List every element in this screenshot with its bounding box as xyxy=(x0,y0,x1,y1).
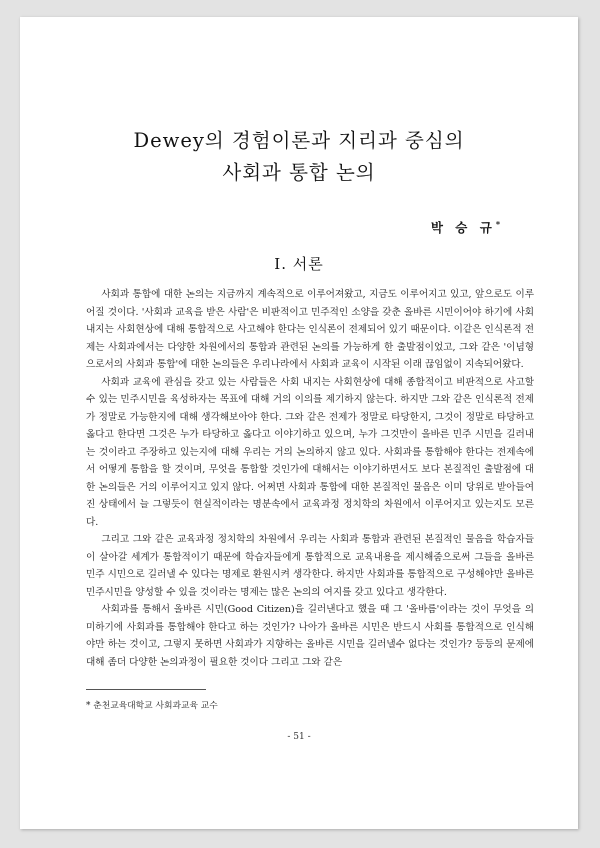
paragraph: 그리고 그와 같은 교육과정 정치학의 차원에서 우리는 사회과 통합과 관련된 본질적인 물음을 학습자들이 살아갈 세계가 통합적이기 때문에 학습자들에게 통합적으로 교육내용을 제시해줌으로써 그들을 올바른 민주 시민으로 길러낼 수 있다는 명제로 환원시켜 생각한다. 하지만 사회과를 통합적으로 구성해야만 올바른 민주시민을 양성할 수 있을 것이라는 명제는 많은 논의의 여지를 갖고 있다고 생각한다. xyxy=(86,534,534,598)
paragraph: 사회과 통합에 대한 논의는 지금까지 계속적으로 이루어져왔고, 지금도 이루어지고 있고, 앞으로도 이루어질 것이다. '사회과 교육을 받은 사람'은 비판적이고 민주적인 소양을 갖춘 올바른 시민이어야 하기에 사회 내지는 사회현상에 대해 통합적으로 사고해야 한다는 인식론이 전제되어 있기 때문이다. 이같은 인식론적 전제는 사회과에서는 다양한 차원에서의 통합과 관련된 논의를 가능하게 한 출발점이었고, 그와 같은 '이념형으로서의 사회과 통합'에 대한 논의들은 우리나라에서 사회과 교육이 시작된 이래 끊임없이 지속되어왔다. xyxy=(86,289,534,370)
author-footnote-mark: * xyxy=(495,218,500,229)
footnote: * 춘천교육대학교 사회과교육 교수 xyxy=(86,701,218,711)
paper-title-line-2: 사회과 통합 논의 xyxy=(222,161,376,184)
body-text xyxy=(86,286,534,671)
paragraph: 사회과 교육에 관심을 갖고 있는 사람들은 사회 내지는 사회현상에 대해 종합적이고 비판적으로 사고할 수 있는 민주시민을 육성하자는 목표에 대해 거의 이의를 제기하지 않는다. 하지만 그와 같은 인식론적 전제가 정말로 가능한지에 대해 생각해보아야 한다. 그와 같은 전제가 정말로 타당한지, 그것이 정말로 타당하고 옳다고 한다면 그것은 누가 타당하고 옳다고 이야기하고 있으며, 누가 그것만이 올바른 민주 시민을 길러내는 것이라고 주장하고 있는지에 대해 우리는 거의 논의하지 않고 있다. 사회과를 통합해야 한다는 전제속에서 어떻게 통합을 할 것이며, 무엇을 통합할 것인가에 대해서는 이야기하면서도 보다 본질적인 출발점에 대한 논의들은 거의 이루어지고 있지 않다. 어쩌면 사회과 통합에 대한 본질적인 물음은 이미 당위로 받아들여진 상태에서 늘 그렇듯이 현실적이라는 명분속에서 교육과정 정치학의 차원에서 이루어지고 있는지도 모른다. xyxy=(86,376,534,528)
paper-title-line-1: Dewey의 경험이론과 지리과 중심의 xyxy=(133,129,465,152)
author-name-text: 박 승 규 xyxy=(430,220,496,235)
document-page xyxy=(20,17,578,829)
footnote-divider xyxy=(86,689,206,690)
section-heading: Ⅰ. 서론 xyxy=(274,255,324,273)
paragraph: 사회과를 통해서 올바른 시민(Good Citizen)을 길러낸다고 했을 때 그 '올바름'이라는 것이 무엇을 의미하기에 사회과를 통합해야 한다고 하는 것인가? 나아가 올바른 시민은 반드시 사회를 통합적으로 인식해야만 하는 것이고, 그렇지 못하면 사회과가 지향하는 올바른 시민을 길러낼수 없다는 것인가? 등등의 문제에 대해 좀더 다양한 논의과정이 필요한 것이다 그리고 그와 같은 xyxy=(86,604,534,668)
page-number: - 51 - xyxy=(287,732,311,742)
author-name xyxy=(431,218,500,236)
